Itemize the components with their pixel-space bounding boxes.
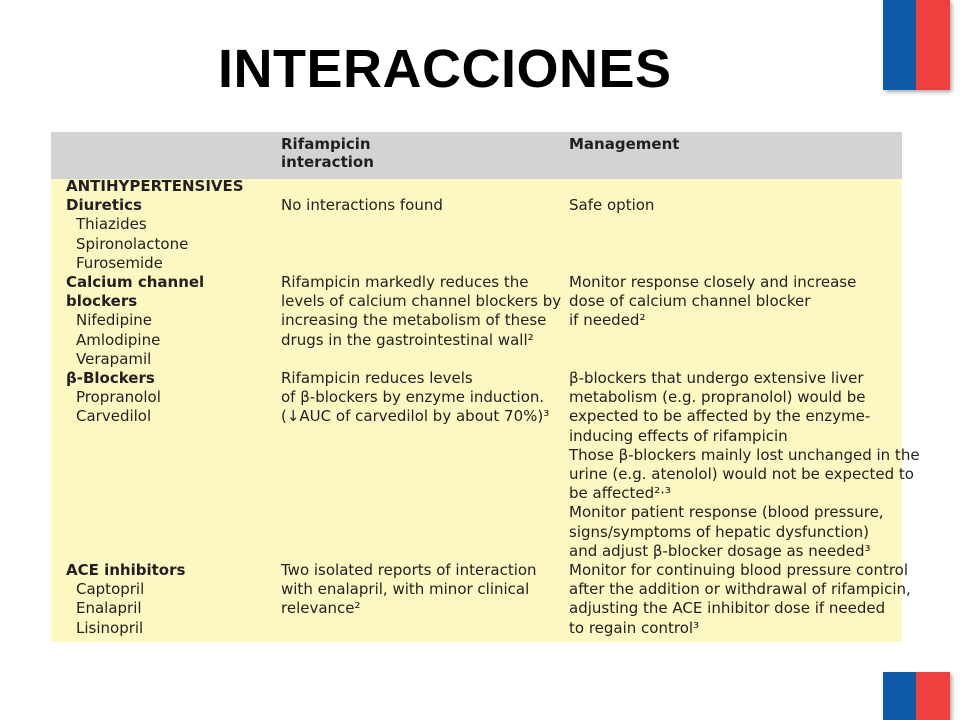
- flag-blue-stripe: [883, 672, 916, 720]
- interaction-text: No interactions found: [281, 196, 443, 215]
- interaction-text: with enalapril, with minor clinical: [281, 580, 530, 599]
- section-heading-row: [51, 177, 902, 196]
- management-text: urine (e.g. atenolol) would not be expected to: [569, 465, 914, 484]
- management-text: metabolism (e.g. propranolol) would be: [569, 388, 866, 407]
- management-text: and adjust β-blocker dosage as needed³: [569, 541, 871, 560]
- interaction-text: Two isolated reports of interaction: [281, 561, 537, 580]
- table-row: [51, 273, 902, 369]
- drug-name: Enalapril: [76, 599, 142, 618]
- drug-name: Carvedilol: [76, 407, 152, 426]
- interaction-text: Rifampicin reduces levels: [281, 369, 473, 388]
- drug-name: Nifedipine: [76, 311, 153, 330]
- drug-name: Captopril: [76, 580, 145, 599]
- interaction-cell: [281, 196, 569, 273]
- management-text: be affected²·³: [569, 484, 671, 503]
- drug-name: Propranolol: [76, 388, 161, 407]
- header-management: Management: [569, 135, 680, 153]
- management-text: after the addition or withdrawal of rifampicin,: [569, 580, 911, 599]
- interaction-cell: [281, 369, 569, 561]
- drug-class-name: ACE inhibitors: [66, 561, 186, 580]
- header-col2-line2: interaction: [281, 153, 374, 171]
- management-text: Safe option: [569, 196, 655, 215]
- section-heading: ANTIHYPERTENSIVES: [66, 177, 244, 195]
- chile-flag-top: [883, 0, 950, 90]
- table-row: [51, 561, 911, 638]
- drug-class-name: blockers: [66, 292, 138, 311]
- drug-class-name: Calcium channel: [66, 273, 205, 292]
- interaction-text: (↓AUC of carvedilol by about 70%)³: [281, 407, 550, 426]
- management-text: Monitor patient response (blood pressure,: [569, 503, 884, 522]
- management-text: β-blockers that undergo extensive liver: [569, 369, 864, 388]
- interaction-cell: [281, 561, 569, 638]
- chile-flag-bottom: [883, 672, 950, 720]
- management-text: expected to be affected by the enzyme-: [569, 407, 871, 426]
- drug-class-cell: [51, 196, 281, 273]
- management-text: Those β-blockers mainly lost unchanged in the: [569, 445, 920, 464]
- interaction-text: Rifampicin markedly reduces the: [281, 273, 529, 292]
- management-cell: [569, 196, 899, 273]
- interaction-text: of β-blockers by enzyme induction.: [281, 388, 545, 407]
- table-body: [51, 177, 920, 638]
- management-text: dose of calcium channel blocker: [569, 292, 811, 311]
- drug-class-cell: [51, 369, 281, 561]
- interaction-cell: [281, 273, 569, 369]
- management-cell: [569, 561, 911, 638]
- drug-class-cell: [51, 561, 281, 638]
- drug-name: Thiazides: [76, 215, 147, 234]
- drug-class-name: β-Blockers: [66, 369, 155, 388]
- drug-name: Lisinopril: [76, 618, 144, 637]
- drug-class-cell: [51, 273, 281, 369]
- drug-name: Amlodipine: [76, 330, 161, 349]
- interaction-text: relevance²: [281, 599, 361, 618]
- header-col2-line1: Rifampicin: [281, 135, 371, 153]
- interaction-text: levels of calcium channel blockers by: [281, 292, 562, 311]
- table-row: [51, 196, 902, 273]
- drug-name: Spironolactone: [76, 234, 189, 253]
- management-text: to regain control³: [569, 618, 700, 637]
- management-text: Monitor for continuing blood pressure control: [569, 561, 909, 580]
- page-title: INTERACCIONES: [218, 39, 672, 99]
- table-row: [51, 369, 920, 561]
- flag-red-stripe: [916, 0, 950, 90]
- management-text: if needed²: [569, 311, 646, 330]
- management-text: Monitor response closely and increase: [569, 273, 857, 292]
- interaction-table: [51, 132, 920, 642]
- drug-class-name: Diuretics: [66, 196, 142, 215]
- interaction-text: drugs in the gastrointestinal wall²: [281, 330, 534, 349]
- flag-blue-stripe: [883, 0, 916, 90]
- management-text: inducing effects of rifampicin: [569, 426, 788, 445]
- management-text: adjusting the ACE inhibitor dose if needed: [569, 599, 886, 618]
- drug-name: Verapamil: [76, 349, 152, 368]
- drug-name: Furosemide: [76, 253, 163, 272]
- table-header: [51, 132, 902, 179]
- flag-red-stripe: [916, 672, 950, 720]
- management-text: signs/symptoms of hepatic dysfunction): [569, 522, 870, 541]
- header-rifampicin-interaction: [281, 135, 481, 171]
- management-cell: [569, 369, 920, 561]
- interaction-text: increasing the metabolism of these: [281, 311, 547, 330]
- management-cell: [569, 273, 899, 369]
